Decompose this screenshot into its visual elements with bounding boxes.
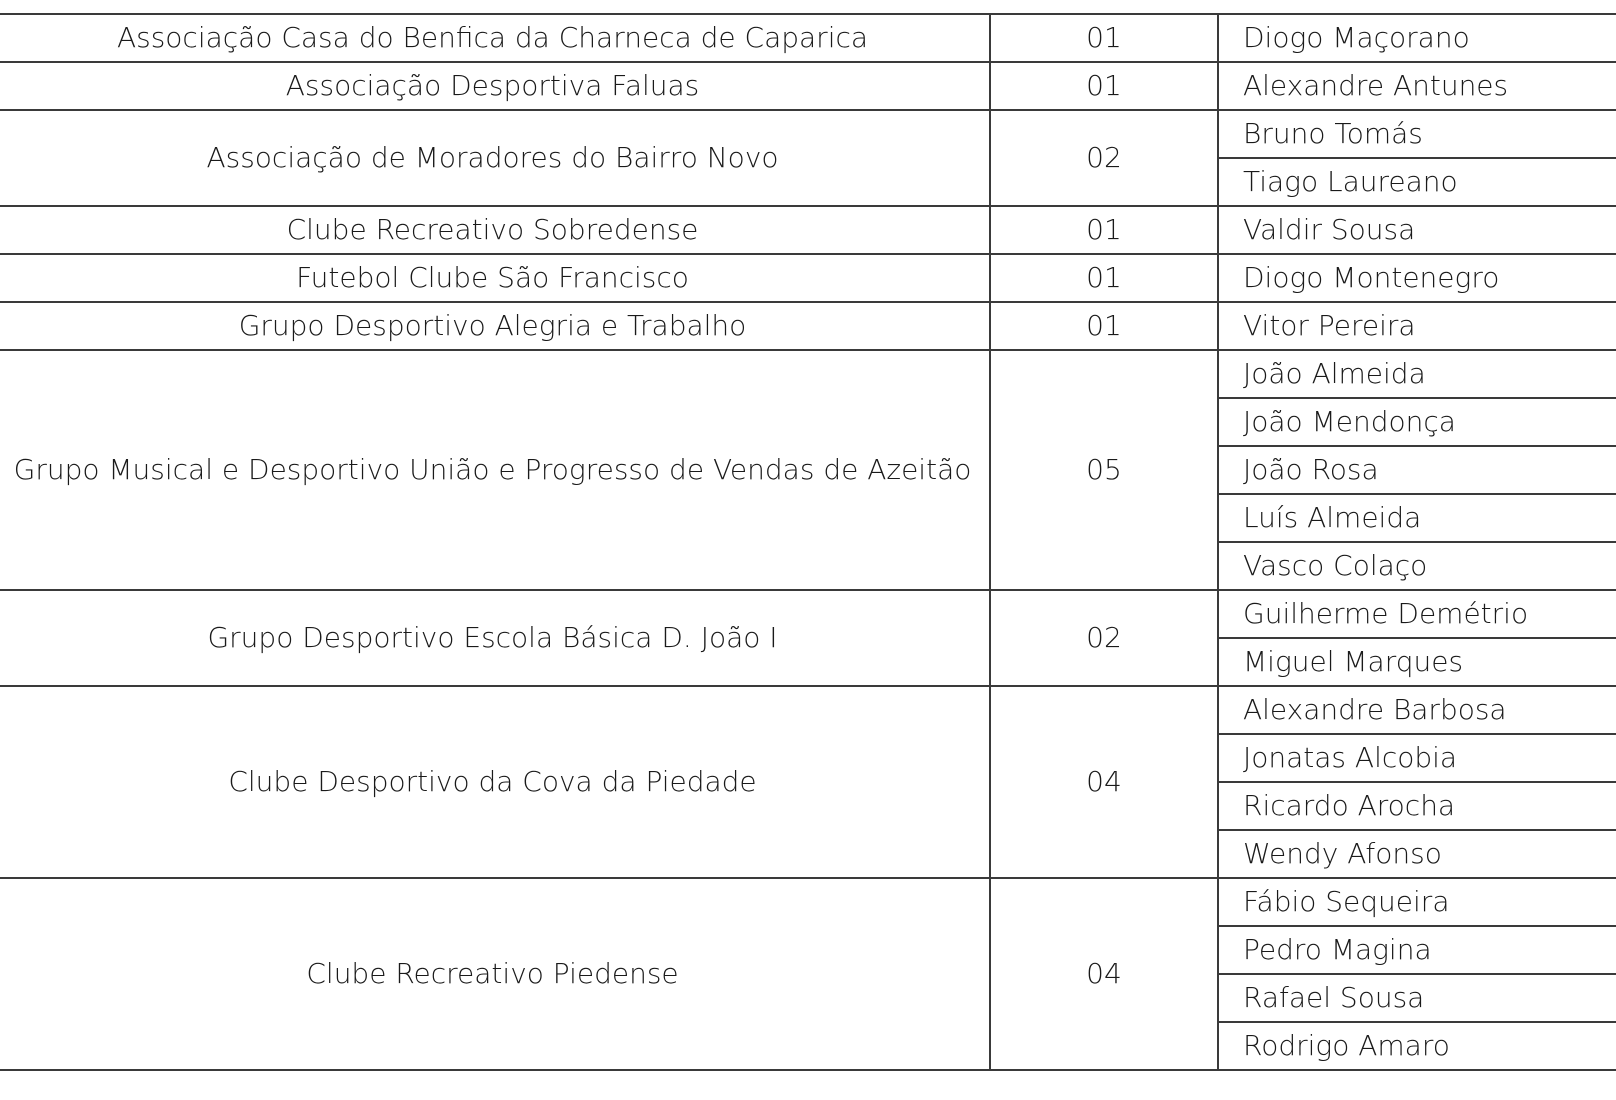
player-name-cell: Guilherme Demétrio <box>1218 590 1616 638</box>
player-name-cell: João Rosa <box>1218 446 1616 494</box>
table-body <box>0 14 1616 1070</box>
clubs-players-table <box>0 13 1616 1071</box>
table-row <box>0 878 1616 926</box>
table-row <box>0 686 1616 734</box>
player-name-cell: Bruno Tomás <box>1218 110 1616 158</box>
table-row <box>0 302 1616 350</box>
player-name-cell: João Mendonça <box>1218 398 1616 446</box>
player-name-cell: Alexandre Antunes <box>1218 62 1616 110</box>
player-count-cell: 01 <box>990 206 1218 254</box>
player-name-cell: Rafael Sousa <box>1218 974 1616 1022</box>
player-name-cell: Fábio Sequeira <box>1218 878 1616 926</box>
player-count-cell: 04 <box>990 878 1218 1070</box>
player-count-cell: 01 <box>990 14 1218 62</box>
player-name-cell: Tiago Laureano <box>1218 158 1616 206</box>
player-count-cell: 04 <box>990 686 1218 878</box>
club-name-cell: Associação de Moradores do Bairro Novo <box>0 110 990 206</box>
player-count-cell: 02 <box>990 590 1218 686</box>
player-count-cell: 01 <box>990 302 1218 350</box>
club-name-cell: Associação Desportiva Faluas <box>0 62 990 110</box>
player-name-cell: Diogo Montenegro <box>1218 254 1616 302</box>
club-name-cell: Grupo Desportivo Alegria e Trabalho <box>0 302 990 350</box>
player-count-cell: 01 <box>990 254 1218 302</box>
player-name-cell: Vitor Pereira <box>1218 302 1616 350</box>
player-count-cell: 02 <box>990 110 1218 206</box>
table-row <box>0 254 1616 302</box>
player-name-cell: Alexandre Barbosa <box>1218 686 1616 734</box>
player-name-cell: Vasco Colaço <box>1218 542 1616 590</box>
player-name-cell: Valdir Sousa <box>1218 206 1616 254</box>
club-name-cell: Grupo Musical e Desportivo União e Progresso de Vendas de Azeitão <box>0 350 990 590</box>
club-name-cell: Clube Recreativo Sobredense <box>0 206 990 254</box>
player-name-cell: Wendy Afonso <box>1218 830 1616 878</box>
table-row <box>0 110 1616 158</box>
player-count-cell: 01 <box>990 62 1218 110</box>
club-name-cell: Clube Desportivo da Cova da Piedade <box>0 686 990 878</box>
club-name-cell: Associação Casa do Benfica da Charneca de Caparica <box>0 14 990 62</box>
club-name-cell: Clube Recreativo Piedense <box>0 878 990 1070</box>
table-row <box>0 206 1616 254</box>
table-row <box>0 350 1616 398</box>
club-name-cell: Grupo Desportivo Escola Básica D. João I <box>0 590 990 686</box>
player-name-cell: Pedro Magina <box>1218 926 1616 974</box>
table-row <box>0 14 1616 62</box>
club-name-cell: Futebol Clube São Francisco <box>0 254 990 302</box>
table-row <box>0 62 1616 110</box>
player-name-cell: Ricardo Arocha <box>1218 782 1616 830</box>
player-count-cell: 05 <box>990 350 1218 590</box>
player-name-cell: Luís Almeida <box>1218 494 1616 542</box>
player-name-cell: Jonatas Alcobia <box>1218 734 1616 782</box>
player-name-cell: Miguel Marques <box>1218 638 1616 686</box>
player-name-cell: Diogo Maçorano <box>1218 14 1616 62</box>
table-row <box>0 590 1616 638</box>
player-name-cell: Rodrigo Amaro <box>1218 1022 1616 1070</box>
player-name-cell: João Almeida <box>1218 350 1616 398</box>
